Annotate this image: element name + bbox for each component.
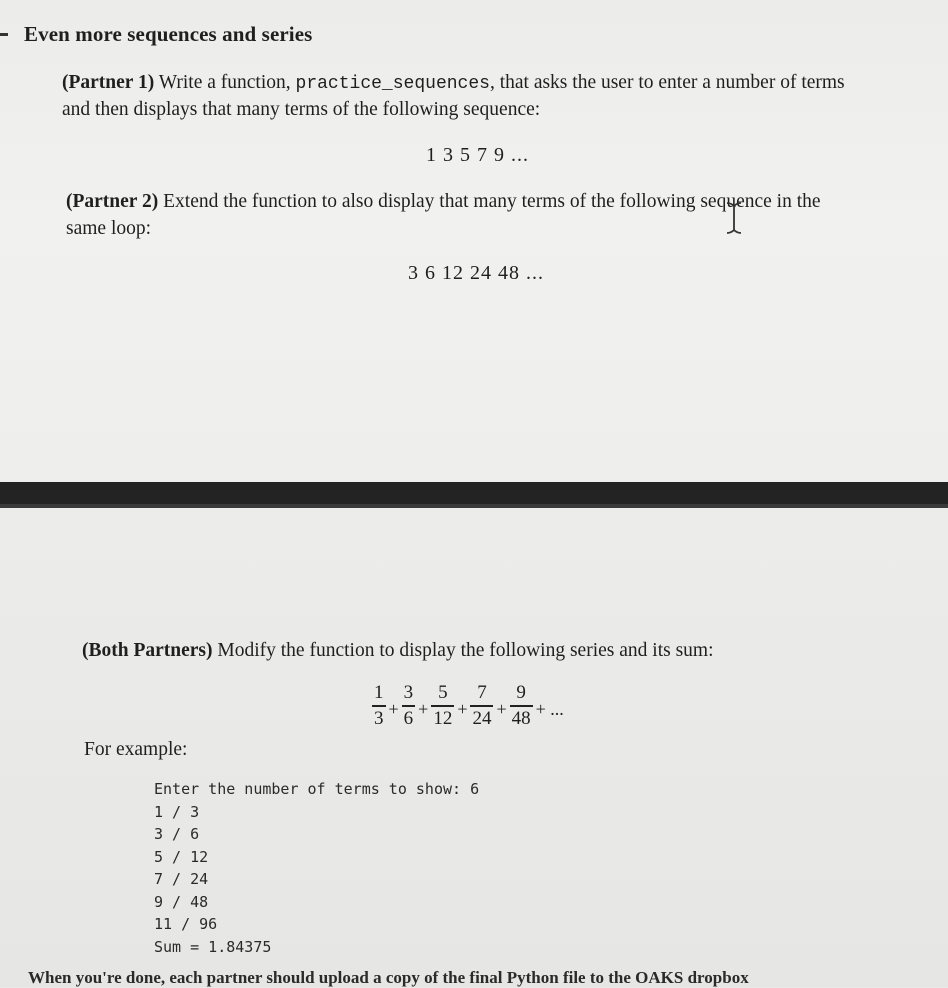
partner2-line2: same loop: — [66, 218, 152, 239]
partner2-line1 — [66, 188, 821, 215]
fraction-denominator: 24 — [472, 707, 492, 729]
fraction-bar — [402, 705, 416, 706]
partner2-label: (Partner 2) — [66, 191, 159, 212]
fraction-bar — [470, 705, 493, 706]
fraction-numerator: 5 — [438, 682, 448, 704]
output-line: 5 / 12 — [154, 847, 209, 866]
fraction — [470, 683, 493, 728]
both-partners-line — [82, 637, 714, 664]
section-heading: Even more sequences and series — [24, 22, 313, 46]
partner1-label: (Partner 1) — [62, 72, 155, 93]
fraction — [372, 683, 386, 728]
output-line: 11 / 96 — [154, 915, 218, 933]
partner1-line1 — [62, 69, 845, 98]
fraction — [431, 683, 454, 728]
plus-sign: + — [496, 698, 507, 719]
text-cursor-icon — [724, 200, 744, 236]
sequence-odd: 1 3 5 7 9 ... — [426, 144, 529, 166]
partner1-text-after: , that asks the user to enter a number of terms — [489, 72, 845, 93]
fraction — [510, 683, 533, 728]
plus-sign: + — [388, 698, 399, 719]
both-partners-label: (Both Partners) — [82, 640, 213, 661]
footer-instructions: When you're done, each partner should upload a copy of the final Python file to the OAKS dropbox — [28, 968, 749, 987]
output-line: 1 / 3 — [154, 802, 200, 821]
fraction-denominator: 3 — [374, 707, 384, 729]
fraction — [402, 683, 416, 728]
fraction-bar — [431, 705, 454, 706]
function-name: practice_sequences — [295, 74, 490, 94]
screen-divider — [0, 482, 948, 508]
plus-sign: + — [457, 698, 468, 719]
output-line: Enter the number of terms to show: 6 — [154, 780, 480, 798]
output-line: 7 / 24 — [154, 870, 209, 888]
partner2-text: Extend the function to also display that many terms of the following sequence in the — [158, 191, 821, 212]
fraction-denominator: 6 — [403, 707, 414, 729]
fraction-denominator: 48 — [511, 707, 531, 729]
output-line: Sum = 1.84375 — [154, 937, 272, 956]
example-label: For example: — [84, 739, 188, 760]
fraction-numerator: 3 — [403, 682, 414, 704]
fraction-numerator: 9 — [516, 682, 526, 704]
fraction-bar — [372, 705, 386, 706]
fraction-numerator: 7 — [477, 682, 487, 704]
example-output — [154, 778, 479, 958]
series-formula — [370, 676, 565, 736]
partner1-text-before: Write a function, — [154, 72, 296, 93]
fraction-bar — [510, 705, 533, 706]
output-line: 3 / 6 — [154, 825, 200, 843]
partner1-line2: and then displays that many terms of the following sequence: — [62, 99, 541, 120]
output-line: 9 / 48 — [154, 892, 209, 911]
fraction-numerator: 1 — [374, 682, 384, 704]
plus-sign: + — [418, 698, 429, 719]
sequence-geometric: 3 6 12 24 48 ... — [408, 262, 544, 284]
series-tail: + ... — [535, 698, 564, 719]
both-partners-text: Modify the function to display the following series and its sum: — [212, 640, 714, 661]
heading-bullet — [0, 33, 8, 36]
fraction-denominator: 12 — [433, 707, 453, 729]
